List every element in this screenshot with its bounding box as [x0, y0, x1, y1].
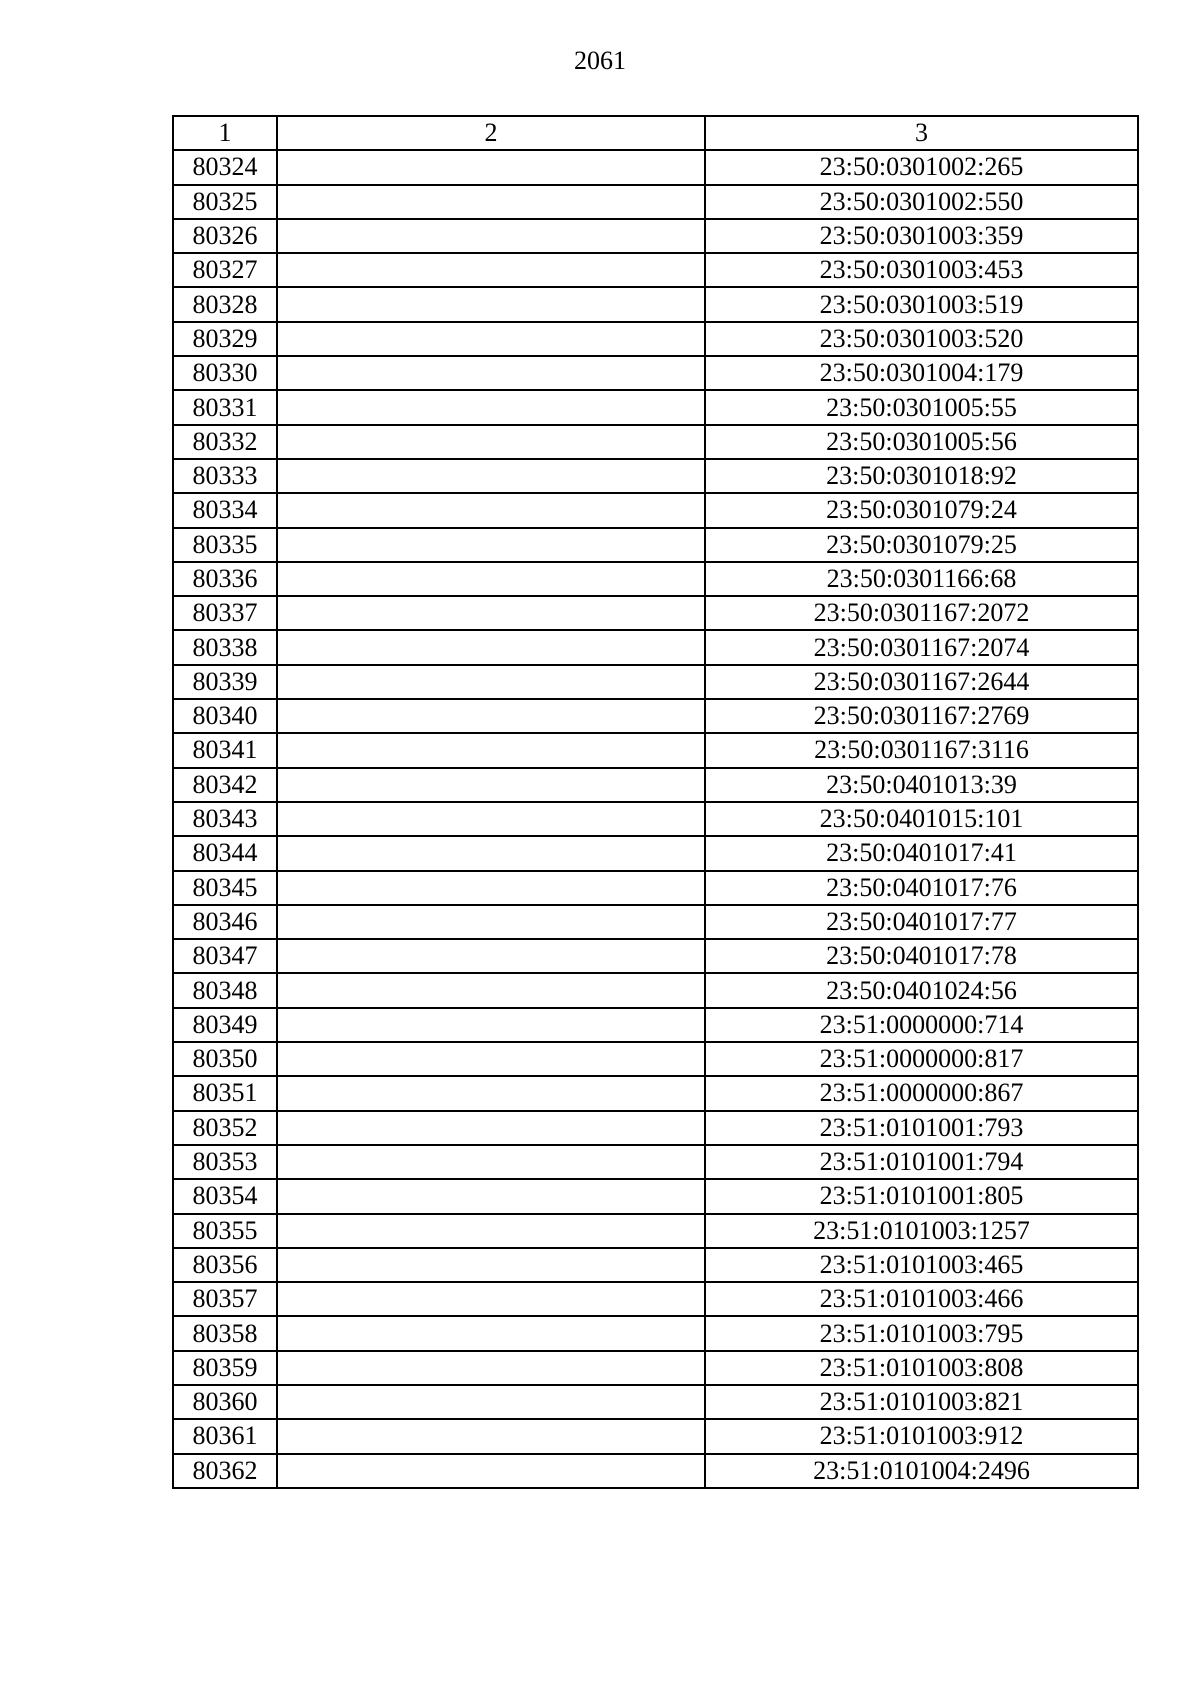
row-number-cell: 80339: [173, 665, 277, 699]
cadastral-number-cell: 23:50:0301167:2644: [705, 665, 1138, 699]
cadastral-number-cell: 23:50:0301005:56: [705, 425, 1138, 459]
row-number-cell: 80352: [173, 1111, 277, 1145]
row-number-cell: 80342: [173, 768, 277, 802]
row-number-cell: 80327: [173, 253, 277, 287]
table-row: [173, 1316, 1138, 1350]
row-number-cell: 80350: [173, 1042, 277, 1076]
table-row: [173, 425, 1138, 459]
cadastral-number-cell: 23:51:0000000:867: [705, 1076, 1138, 1110]
cadastral-number-cell: 23:51:0101003:466: [705, 1282, 1138, 1316]
table-row: [173, 219, 1138, 253]
table-row: [173, 733, 1138, 767]
row-number-cell: 80354: [173, 1179, 277, 1213]
cadastral-number-cell: 23:51:0101004:2496: [705, 1454, 1138, 1488]
cadastral-number-cell: 23:51:0000000:714: [705, 1008, 1138, 1042]
row-name-cell: [277, 493, 705, 527]
row-name-cell: [277, 1111, 705, 1145]
table-row: [173, 1008, 1138, 1042]
row-name-cell: [277, 699, 705, 733]
row-name-cell: [277, 150, 705, 184]
cadastral-number-cell: 23:51:0101003:465: [705, 1248, 1138, 1282]
cadastral-number-cell: 23:50:0301079:24: [705, 493, 1138, 527]
cadastral-number-cell: 23:50:0301167:2074: [705, 630, 1138, 664]
cadastral-number-cell: 23:50:0301079:25: [705, 528, 1138, 562]
row-number-cell: 80329: [173, 322, 277, 356]
page-number: 2061: [574, 46, 626, 75]
row-number-cell: 80344: [173, 836, 277, 870]
row-name-cell: [277, 1316, 705, 1350]
cadastral-number-cell: 23:50:0401024:56: [705, 973, 1138, 1007]
row-name-cell: [277, 939, 705, 973]
row-number-cell: 80348: [173, 973, 277, 1007]
cadastral-number-cell: 23:51:0101003:808: [705, 1351, 1138, 1385]
row-name-cell: [277, 1282, 705, 1316]
row-number-cell: 80361: [173, 1419, 277, 1453]
cadastral-number-cell: 23:50:0301003:359: [705, 219, 1138, 253]
row-number-cell: 80332: [173, 425, 277, 459]
row-name-cell: [277, 1145, 705, 1179]
cadastral-number-cell: 23:51:0101003:912: [705, 1419, 1138, 1453]
row-name-cell: [277, 356, 705, 390]
cadastral-number-cell: 23:50:0301004:179: [705, 356, 1138, 390]
column-header-1: 1: [173, 116, 277, 150]
table-row: [173, 390, 1138, 424]
table-row: [173, 528, 1138, 562]
table-row: [173, 871, 1138, 905]
row-name-cell: [277, 1454, 705, 1488]
table-row: [173, 1385, 1138, 1419]
row-number-cell: 80362: [173, 1454, 277, 1488]
table-row: [173, 596, 1138, 630]
row-number-cell: 80356: [173, 1248, 277, 1282]
row-name-cell: [277, 562, 705, 596]
table-row: [173, 562, 1138, 596]
row-name-cell: [277, 1351, 705, 1385]
cadastral-number-cell: 23:50:0301002:550: [705, 185, 1138, 219]
row-name-cell: [277, 390, 705, 424]
row-number-cell: 80357: [173, 1282, 277, 1316]
table-row: [173, 768, 1138, 802]
row-name-cell: [277, 905, 705, 939]
row-name-cell: [277, 630, 705, 664]
cadastral-number-cell: 23:50:0401017:78: [705, 939, 1138, 973]
cadastral-number-cell: 23:50:0401013:39: [705, 768, 1138, 802]
cadastral-number-cell: 23:50:0301005:55: [705, 390, 1138, 424]
row-name-cell: [277, 1179, 705, 1213]
row-number-cell: 80328: [173, 287, 277, 321]
table-row: [173, 630, 1138, 664]
row-name-cell: [277, 836, 705, 870]
table-body: [173, 150, 1138, 1488]
row-number-cell: 80353: [173, 1145, 277, 1179]
row-name-cell: [277, 733, 705, 767]
row-number-cell: 80325: [173, 185, 277, 219]
cadastral-number-cell: 23:50:0301003:519: [705, 287, 1138, 321]
row-number-cell: 80343: [173, 802, 277, 836]
row-name-cell: [277, 871, 705, 905]
row-name-cell: [277, 459, 705, 493]
table-row: [173, 665, 1138, 699]
row-number-cell: 80340: [173, 699, 277, 733]
cadastral-number-cell: 23:50:0401015:101: [705, 802, 1138, 836]
table-row: [173, 322, 1138, 356]
row-number-cell: 80337: [173, 596, 277, 630]
cadastral-number-cell: 23:50:0401017:41: [705, 836, 1138, 870]
table-row: [173, 493, 1138, 527]
cadastral-number-cell: 23:50:0301166:68: [705, 562, 1138, 596]
table-row: [173, 287, 1138, 321]
column-header-2: 2: [277, 116, 705, 150]
row-name-cell: [277, 185, 705, 219]
table-row: [173, 185, 1138, 219]
table-row: [173, 1351, 1138, 1385]
row-number-cell: 80336: [173, 562, 277, 596]
row-number-cell: 80341: [173, 733, 277, 767]
row-name-cell: [277, 1076, 705, 1110]
cadastral-number-cell: 23:51:0101001:793: [705, 1111, 1138, 1145]
table-row: [173, 699, 1138, 733]
column-header-3: 3: [705, 116, 1138, 150]
row-number-cell: 80355: [173, 1214, 277, 1248]
table-row: [173, 1145, 1138, 1179]
row-name-cell: [277, 1419, 705, 1453]
row-name-cell: [277, 1214, 705, 1248]
table-row: [173, 356, 1138, 390]
table-header-row: [173, 116, 1138, 150]
cadastral-number-cell: 23:51:0101001:805: [705, 1179, 1138, 1213]
table-row: [173, 1179, 1138, 1213]
row-number-cell: 80359: [173, 1351, 277, 1385]
table-row: [173, 150, 1138, 184]
table-row: [173, 459, 1138, 493]
row-number-cell: 80334: [173, 493, 277, 527]
row-name-cell: [277, 665, 705, 699]
row-name-cell: [277, 1385, 705, 1419]
row-number-cell: 80346: [173, 905, 277, 939]
table-row: [173, 939, 1138, 973]
table-row: [173, 802, 1138, 836]
table-row: [173, 253, 1138, 287]
row-name-cell: [277, 1042, 705, 1076]
row-number-cell: 80326: [173, 219, 277, 253]
row-number-cell: 80330: [173, 356, 277, 390]
cadastral-number-cell: 23:51:0101003:1257: [705, 1214, 1138, 1248]
row-number-cell: 80345: [173, 871, 277, 905]
cadastral-number-cell: 23:51:0101003:821: [705, 1385, 1138, 1419]
row-name-cell: [277, 287, 705, 321]
row-number-cell: 80331: [173, 390, 277, 424]
row-name-cell: [277, 802, 705, 836]
row-number-cell: 80351: [173, 1076, 277, 1110]
row-name-cell: [277, 973, 705, 1007]
table-row: [173, 1282, 1138, 1316]
cadastral-number-cell: 23:50:0401017:76: [705, 871, 1138, 905]
registry-table: [172, 115, 1139, 1489]
row-name-cell: [277, 768, 705, 802]
row-number-cell: 80358: [173, 1316, 277, 1350]
row-number-cell: 80324: [173, 150, 277, 184]
cadastral-number-cell: 23:50:0301018:92: [705, 459, 1138, 493]
row-name-cell: [277, 1248, 705, 1282]
cadastral-number-cell: 23:50:0301167:3116: [705, 733, 1138, 767]
row-name-cell: [277, 425, 705, 459]
table-row: [173, 1214, 1138, 1248]
row-name-cell: [277, 219, 705, 253]
row-number-cell: 80347: [173, 939, 277, 973]
row-name-cell: [277, 1008, 705, 1042]
table-row: [173, 1419, 1138, 1453]
row-name-cell: [277, 596, 705, 630]
row-name-cell: [277, 253, 705, 287]
table-row: [173, 1248, 1138, 1282]
table-row: [173, 836, 1138, 870]
row-number-cell: 80338: [173, 630, 277, 664]
table-row: [173, 973, 1138, 1007]
table-row: [173, 1111, 1138, 1145]
table-row: [173, 905, 1138, 939]
cadastral-number-cell: 23:50:0401017:77: [705, 905, 1138, 939]
cadastral-number-cell: 23:50:0301167:2769: [705, 699, 1138, 733]
cadastral-number-cell: 23:50:0301003:520: [705, 322, 1138, 356]
cadastral-number-cell: 23:50:0301002:265: [705, 150, 1138, 184]
cadastral-number-cell: 23:51:0000000:817: [705, 1042, 1138, 1076]
cadastral-number-cell: 23:50:0301167:2072: [705, 596, 1138, 630]
row-name-cell: [277, 528, 705, 562]
table-row: [173, 1076, 1138, 1110]
cadastral-number-cell: 23:51:0101001:794: [705, 1145, 1138, 1179]
row-name-cell: [277, 322, 705, 356]
row-number-cell: 80333: [173, 459, 277, 493]
cadastral-number-cell: 23:50:0301003:453: [705, 253, 1138, 287]
table-row: [173, 1454, 1138, 1488]
cadastral-number-cell: 23:51:0101003:795: [705, 1316, 1138, 1350]
table-row: [173, 1042, 1138, 1076]
row-number-cell: 80349: [173, 1008, 277, 1042]
row-number-cell: 80335: [173, 528, 277, 562]
row-number-cell: 80360: [173, 1385, 277, 1419]
